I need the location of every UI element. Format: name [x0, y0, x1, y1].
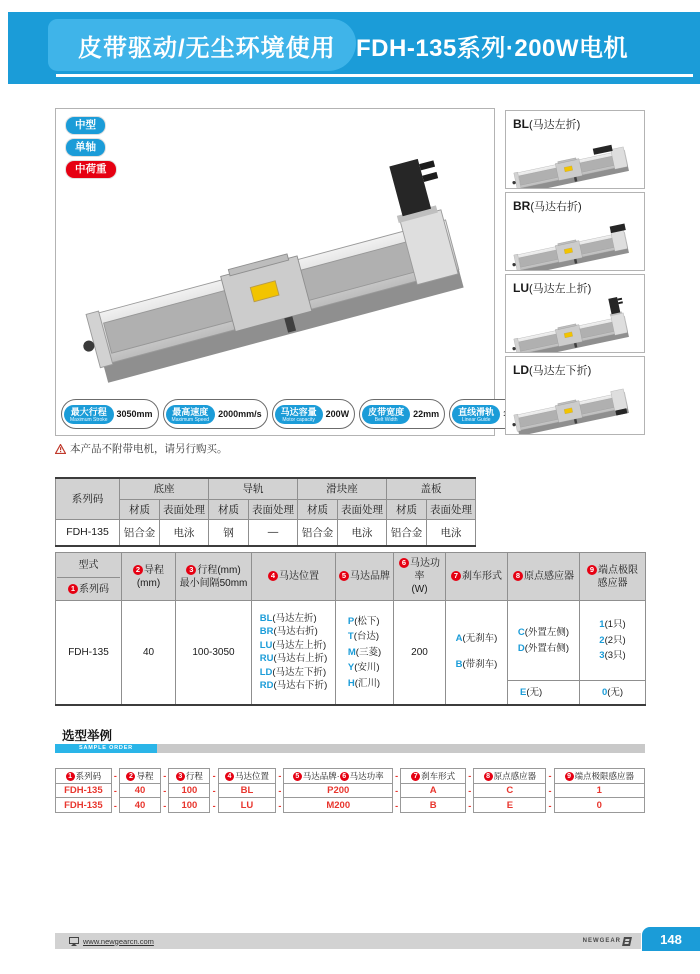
- mat-cell: 电泳: [427, 519, 476, 546]
- cfg-limit-none: 0(无): [580, 681, 646, 705]
- thumb-br-label: BR(马达右折): [513, 199, 582, 213]
- sample-order-table: [55, 768, 645, 813]
- num-badge: 7: [451, 571, 461, 581]
- num-badge: 8: [513, 571, 523, 581]
- spec-belt-width: 皮带宽度 Belt Width 22mm: [359, 399, 445, 429]
- thumb-ld-image: [508, 376, 642, 434]
- sub-material: 材质: [387, 499, 427, 519]
- sub-finish: 表面处理: [338, 499, 387, 519]
- sub-finish: 表面处理: [427, 499, 476, 519]
- cfg-limit-options: 1(1只) 2(2只) 3(3只): [580, 601, 646, 681]
- spec-max-speed: 最高速度 Maximum Speed 2000mm/s: [163, 399, 268, 429]
- cfg-brand-options: P(松下) T(台达) M(三菱) Y(安川) H(汇川): [336, 601, 394, 705]
- dash-separator: - - -: [278, 770, 282, 811]
- cfg-stroke: 100-3050: [176, 601, 252, 705]
- cfg-series: FDH-135: [56, 601, 122, 705]
- page-number-badge: 148: [642, 927, 700, 951]
- tag-load: 中荷重: [66, 161, 116, 178]
- header-feature-title: 皮带驱动/无尘环境使用: [78, 35, 336, 62]
- cfg-h-limit: 9 端点极限 感应器: [580, 553, 646, 601]
- sub-material: 材质: [298, 499, 338, 519]
- dash-separator: - - -: [548, 770, 552, 811]
- cfg-brake-options: A(无刹车) B(带刹车): [446, 601, 508, 705]
- group-slider: 滑块座: [298, 478, 387, 499]
- cfg-origin-none: E(无): [508, 681, 580, 705]
- motor-note: [55, 441, 228, 456]
- thumb-br: [505, 192, 645, 271]
- cfg-h-series: 型式 1 系列码: [56, 553, 122, 601]
- sample-col-limit: 9 端点极限感应器 1 0: [554, 768, 645, 813]
- footer-bar: [55, 933, 641, 949]
- sample-order-bar: [55, 744, 645, 753]
- mat-cell: 电泳: [338, 519, 387, 546]
- series-code: FDH-135: [56, 519, 120, 546]
- mat-cell: 电泳: [160, 519, 209, 546]
- header-series-title: FDH-135系列·200W电机: [356, 35, 629, 62]
- group-cover: 盖板: [387, 478, 476, 499]
- thumb-br-image: [508, 212, 642, 270]
- cfg-h-stroke: 3 行程(mm) 最小间隔50mm: [176, 553, 252, 601]
- cfg-h-motor-pos: 4 马达位置: [252, 553, 336, 601]
- dash-separator: - - -: [212, 770, 216, 811]
- mat-cell: —: [249, 519, 298, 546]
- config-table: [55, 552, 646, 706]
- sub-material: 材质: [120, 499, 160, 519]
- mat-cell: 钢: [209, 519, 249, 546]
- dash-separator: - - -: [468, 770, 472, 811]
- thumb-ld: [505, 356, 645, 435]
- sample-col-lead: 2 导程 40 40: [119, 768, 161, 813]
- dash-separator: - - -: [163, 770, 167, 811]
- sample-col-stroke: 3 行程 100 100: [168, 768, 210, 813]
- sample-col-brake: 7 刹车形式 A B: [400, 768, 466, 813]
- sample-col-series: 1 系列码 FDH-135 FDH-135: [55, 768, 112, 813]
- brand-name: NEWGEAR: [582, 938, 621, 944]
- spec-badges: [61, 399, 495, 429]
- thumb-lu: [505, 274, 645, 353]
- thumb-lu-image: [508, 294, 642, 352]
- thumb-bl-label: BL(马达左折): [513, 117, 581, 131]
- cfg-lead: 40: [122, 601, 176, 705]
- cfg-h-brake: 7 刹车形式: [446, 553, 508, 601]
- mat-cell: 铝合金: [387, 519, 427, 546]
- warning-icon: [55, 444, 66, 454]
- header-underline: [56, 74, 693, 77]
- sub-finish: 表面处理: [249, 499, 298, 519]
- num-badge: 5: [339, 571, 349, 581]
- cfg-h-lead: 2 导程(mm): [122, 553, 176, 601]
- num-badge: 2: [133, 565, 143, 575]
- cfg-power: 200: [394, 601, 446, 705]
- mat-cell: 铝合金: [298, 519, 338, 546]
- tag-size: 中型: [66, 117, 105, 134]
- num-badge: 3: [186, 565, 196, 575]
- sub-material: 材质: [209, 499, 249, 519]
- mat-cell: 铝合金: [120, 519, 160, 546]
- spec-linear-guide: 直线滑轨 Linear Guide: [449, 399, 548, 429]
- main-product-image: [64, 145, 488, 387]
- spec-motor-capacity: 马达容量 Motor capacity 200W: [272, 399, 356, 429]
- thumb-bl: [505, 110, 645, 189]
- monitor-icon: [69, 937, 79, 946]
- page-header: [8, 12, 700, 84]
- note-text: 本产品不附带电机，请另行购买。: [70, 443, 228, 455]
- group-base: 底座: [120, 478, 209, 499]
- num-badge: 9: [587, 565, 597, 575]
- group-rail: 导轨: [209, 478, 298, 499]
- cfg-origin-options: C(外置左侧) D(外置右侧): [508, 601, 580, 681]
- sample-col-motor-pos: 4 马达位置 BL LU: [218, 768, 276, 813]
- dash-separator: - - -: [395, 770, 399, 811]
- num-badge: 4: [268, 571, 278, 581]
- footer-website-link[interactable]: www.newgearcn.com: [69, 937, 154, 946]
- cfg-motor-pos-options: BL(马达左折) BR(马达右折) LU(马达左上折) RU(马达右上折) LD(马达左下折) RD(马达右下折): [252, 601, 336, 705]
- cfg-h-power: 6 马达功率 (W): [394, 553, 446, 601]
- tag-axis: 单轴: [66, 139, 105, 156]
- col-series-header: 系列码: [56, 478, 120, 519]
- newgear-logo-mark: [622, 937, 632, 946]
- thumb-lu-label: LU(马达左上折): [513, 281, 592, 295]
- materials-table: [55, 477, 476, 547]
- footer-brand: [583, 937, 631, 946]
- num-badge: 1: [68, 584, 78, 594]
- dash-separator: - - -: [113, 770, 117, 811]
- sample-order-badge: SAMPLE ORDER: [55, 744, 157, 753]
- cfg-h-brand: 5 马达品牌: [336, 553, 394, 601]
- product-panel: [55, 108, 495, 436]
- sample-col-brand-power: 5 马达品牌 · 6 马达功率 P200 M200: [283, 768, 393, 813]
- spec-max-stroke: 最大行程 Maximum Stroke 3050mm: [61, 399, 159, 429]
- thumb-ld-label: LD(马达左下折): [513, 363, 592, 377]
- cfg-h-origin: 8 原点感应器: [508, 553, 580, 601]
- sub-finish: 表面处理: [160, 499, 209, 519]
- num-badge: 6: [399, 558, 409, 568]
- sample-col-origin: 8 原点感应器 C E: [473, 768, 546, 813]
- sample-order-title: 选型举例: [62, 729, 113, 743]
- thumb-bl-image: [508, 130, 642, 188]
